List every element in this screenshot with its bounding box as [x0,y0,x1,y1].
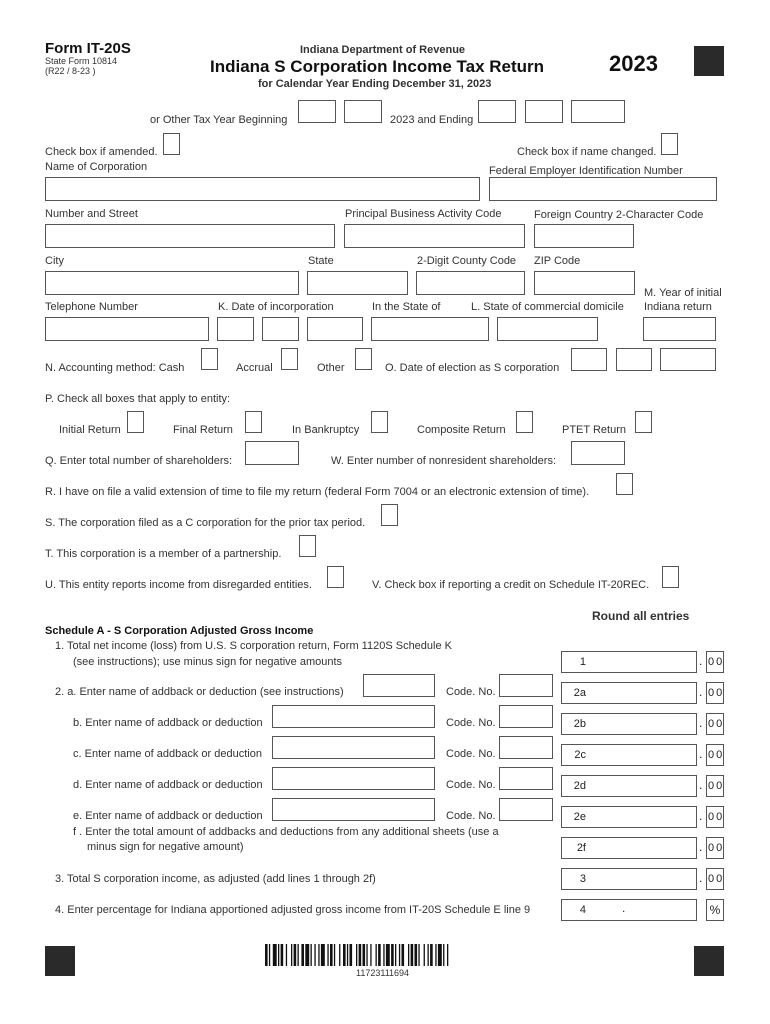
barcode-bar [411,944,414,966]
accrual-checkbox[interactable] [281,348,298,370]
line-2d-code-label: Code. No. [446,779,496,791]
incorporation-state-field[interactable] [371,317,489,341]
line-number: 2a [573,687,586,699]
shareholders-label: Q. Enter total number of shareholders: [45,455,233,467]
barcode-bar [378,944,381,966]
barcode-bar [383,944,384,966]
amount-field[interactable] [561,682,697,704]
street-label: Number and Street [45,208,138,220]
foreign-country-field[interactable] [534,224,634,248]
decimal-point: . [699,809,704,823]
line-number: 2b [573,718,586,730]
incorporation-day-field[interactable] [262,317,299,341]
barcode-bar [286,944,287,966]
county-code-label: 2-Digit County Code [417,255,517,267]
barcode-bar [356,944,357,966]
page-title: Indiana S Corporation Income Tax Return [210,57,545,76]
registration-mark-top-right [694,46,724,76]
other-label: Other [317,362,345,374]
line-number: 2e [573,811,586,823]
line-number: 1 [579,656,586,668]
line-2c-text: c. Enter name of addback or deduction [73,748,262,760]
line-number: 2c [574,749,586,761]
amount-field[interactable] [561,899,697,921]
barcode-bar [265,944,268,966]
cents-field: 00 [706,775,724,797]
decimal-point: . [699,747,704,761]
city-field[interactable] [45,271,299,295]
decimal-point: . [699,685,704,699]
barcode-bar [273,944,277,966]
cents-field: 00 [706,651,724,673]
barcode-bar [447,944,448,966]
line-2b-code-label: Code. No. [446,717,496,729]
s-election-day-field[interactable] [616,348,652,371]
line-1-text-b: (see instructions); use minus sign for negative amounts [73,656,343,668]
phone-label: Telephone Number [45,301,138,313]
barcode-bar [438,944,442,966]
nonresident-shareholders-field[interactable] [571,441,625,465]
line-2c-code-label: Code. No. [446,748,496,760]
form-id: Form IT-20S [45,40,131,57]
ptet-return-label: PTET Return [562,424,626,436]
begin-day-field[interactable] [344,100,382,123]
line-2e-name-field[interactable] [272,798,435,821]
barcode-bar [435,944,436,966]
schedule-a-title: Schedule A - S Corporation Adjusted Gross Income [45,625,314,637]
line-2b-text: b. Enter name of addback or deduction [73,717,263,729]
disregarded-entities-checkbox[interactable] [327,566,344,588]
s-election-year-field[interactable] [660,348,716,371]
barcode-bar [366,944,367,966]
barcode-bar [424,944,425,966]
initial-return-checkbox[interactable] [127,411,144,433]
other-checkbox[interactable] [355,348,372,370]
decimal-point: . [699,871,704,885]
line-2f-text-b: minus sign for negative amount) [87,841,244,853]
incorporation-month-field[interactable] [217,317,254,341]
barcode-bar [311,944,312,966]
line-number: 4 [579,904,586,916]
line-2d-name-field[interactable] [272,767,435,790]
percent-sign: % [706,899,724,921]
cents-field: 00 [706,806,724,828]
barcode-bar [363,944,366,966]
name-changed-checkbox[interactable] [661,133,678,155]
incorporation-year-field[interactable] [307,317,363,341]
decimal-point: . [699,654,704,668]
line-2b-code-field[interactable] [499,705,553,728]
partnership-member-label: T. This corporation is a member of a partnership. [45,548,282,560]
cents-field: 00 [706,682,724,704]
barcode-bar [318,944,319,966]
composite-return-checkbox[interactable] [516,411,533,433]
amended-label: Check box if amended. [45,146,158,158]
composite-return-label: Composite Return [417,424,506,436]
cents-field: 00 [706,744,724,766]
incorporation-state-label: In the State of [372,301,441,313]
line-2a-text: 2. a. Enter name of addback or deduction (see instructions) [55,686,344,698]
barcode-bar [301,944,304,966]
form-revision: (R22 / 8-23 ) [45,66,96,76]
final-return-checkbox[interactable] [245,411,262,433]
barcode-bar [347,944,348,966]
cents-field: 00 [706,713,724,735]
line-number: 2d [573,780,586,792]
shareholders-field[interactable] [245,441,299,465]
entity-type-label: P. Check all boxes that apply to entity: [45,393,231,405]
barcode-bar [339,944,340,966]
line-2a-code-label: Code. No. [446,686,496,698]
barcode-bar [281,944,284,966]
line-2c-code-field[interactable] [499,736,553,759]
activity-code-label: Principal Business Activity Code [345,208,502,220]
it20rec-credit-label: V. Check box if reporting a credit on Schedule IT-20REC. [372,579,650,591]
line-2e-text: e. Enter name of addback or deduction [73,810,263,822]
line-4-text: 4. Enter percentage for Indiana apportioned adjusted gross income from IT-20S Schedule E line 9 [55,904,531,916]
barcode-bar [294,944,297,966]
barcode-bar [418,944,419,966]
s-election-month-field[interactable] [571,348,607,371]
barcode-bar [327,944,328,966]
bankruptcy-checkbox[interactable] [371,411,388,433]
domicile-field[interactable] [497,317,598,341]
line-2a-name-field[interactable] [363,674,435,697]
state-form-number: State Form 10814 [45,56,118,66]
amended-checkbox[interactable] [163,133,180,155]
city-label: City [45,255,64,267]
line-number: 3 [579,873,586,885]
amount-field[interactable] [561,806,697,828]
barcode-number: 11723111694 [356,968,410,978]
barcode-bar [370,944,371,966]
barcode-bar [428,944,429,966]
amount-field[interactable] [561,868,697,890]
barcode-bar [350,944,353,966]
bankruptcy-label: In Bankruptcy [292,424,360,436]
end-day-field[interactable] [525,100,563,123]
barcode-bar [386,944,390,966]
year-initial-label-2: Indiana return [644,301,712,313]
barcode-bar [314,944,315,966]
amount-field[interactable] [561,744,697,766]
barcode-bar [291,944,292,966]
c-corporation-label: S. The corporation filed as a C corporation for the prior tax period. [45,517,366,529]
registration-mark-bottom-right [694,946,724,976]
foreign-country-label: Foreign Country 2-Character Code [534,209,704,221]
barcode-bar [408,944,409,966]
decimal-point: . [622,901,627,915]
accrual-label: Accrual [236,362,273,374]
barcode [265,944,505,966]
s-election-label: O. Date of election as S corporation [385,362,560,374]
line-2e-code-field[interactable] [499,798,553,821]
incorporation-date-label: K. Date of incorporation [218,301,334,313]
barcode-bar [269,944,270,966]
extension-label: R. I have on file a valid extension of time to file my return (federal Form 7004 or an electronic extension of time). [45,486,590,498]
line-2d-code-field[interactable] [499,767,553,790]
partnership-member-checkbox[interactable] [299,535,316,557]
amount-field[interactable] [561,651,697,673]
end-month-field[interactable] [478,100,516,123]
line-3-text: 3. Total S corporation income, as adjusted (add lines 1 through 2f) [55,873,376,885]
state-label: State [308,255,334,267]
barcode-bar [415,944,418,966]
year-initial-field[interactable] [643,317,716,341]
county-code-field[interactable] [416,271,525,295]
barcode-bar [430,944,433,966]
cents-field: 00 [706,868,724,890]
initial-return-label: Initial Return [59,424,121,436]
decimal-point: . [699,840,704,854]
activity-code-field[interactable] [344,224,525,248]
end-year-field[interactable] [571,100,625,123]
barcode-bar [278,944,279,966]
phone-field[interactable] [45,317,209,341]
cents-field: 00 [706,837,724,859]
barcode-bar [376,944,377,966]
round-entries-note: Round all entries [592,609,690,623]
accounting-method-label: N. Accounting method: Cash [45,362,185,374]
amount-field[interactable] [561,837,697,859]
barcode-bar [321,944,325,966]
name-changed-label: Check box if name changed. [517,146,657,158]
fein-field[interactable] [489,177,717,201]
barcode-bar [343,944,346,966]
ptet-return-checkbox[interactable] [635,411,652,433]
zip-label: ZIP Code [534,255,581,267]
amount-field[interactable] [561,713,697,735]
line-2c-name-field[interactable] [272,736,435,759]
line-number: 2f [576,842,586,854]
line-2e-code-label: Code. No. [446,810,496,822]
barcode-bar [391,944,394,966]
extension-checkbox[interactable] [616,473,633,495]
nonresident-shareholders-label: W. Enter number of nonresident shareholders: [331,455,557,467]
line-2b-name-field[interactable] [272,705,435,728]
year-initial-label-1: M. Year of initial [644,287,722,299]
line-2a-code-field[interactable] [499,674,553,697]
barcode-bar [298,944,299,966]
fein-label: Federal Employer Identification Number [489,165,683,177]
line-2d-text: d. Enter name of addback or deduction [73,779,263,791]
tax-year-ending-label: 2023 and Ending [390,114,474,126]
corporation-name-label: Name of Corporation [45,161,148,173]
barcode-bar [359,944,362,966]
it20rec-credit-checkbox[interactable] [662,566,679,588]
domicile-label: L. State of commercial domicile [471,301,624,313]
final-return-label: Final Return [173,424,233,436]
barcode-bar [443,944,444,966]
begin-month-field[interactable] [298,100,336,123]
decimal-point: . [699,716,704,730]
amount-field[interactable] [561,775,697,797]
registration-mark-bottom-left [45,946,75,976]
barcode-bar [330,944,333,966]
disregarded-entities-label: U. This entity reports income from disregarded entities. [45,579,312,591]
line-1-text-a: 1. Total net income (loss) from U.S. S corporation return, Form 1120S Schedule K [55,640,452,652]
barcode-bar [402,944,405,966]
zip-field[interactable] [534,271,635,295]
cash-checkbox[interactable] [201,348,218,370]
corporation-name-field[interactable] [45,177,480,201]
barcode-bar [395,944,396,966]
barcode-bar [305,944,309,966]
department-name: Indiana Department of Revenue [300,44,466,56]
state-field[interactable] [307,271,408,295]
line-2f-text-a: f . Enter the total amount of addbacks and deductions from any additional sheets (use a [73,826,499,838]
barcode-bar [399,944,400,966]
c-corporation-checkbox[interactable] [381,504,398,526]
tax-year-beginning-label: or Other Tax Year Beginning [150,114,288,126]
decimal-point: . [699,778,704,792]
street-field[interactable] [45,224,335,248]
page-subtitle: for Calendar Year Ending December 31, 2023 [258,78,492,90]
barcode-bar [334,944,335,966]
tax-year: 2023 [609,51,658,76]
